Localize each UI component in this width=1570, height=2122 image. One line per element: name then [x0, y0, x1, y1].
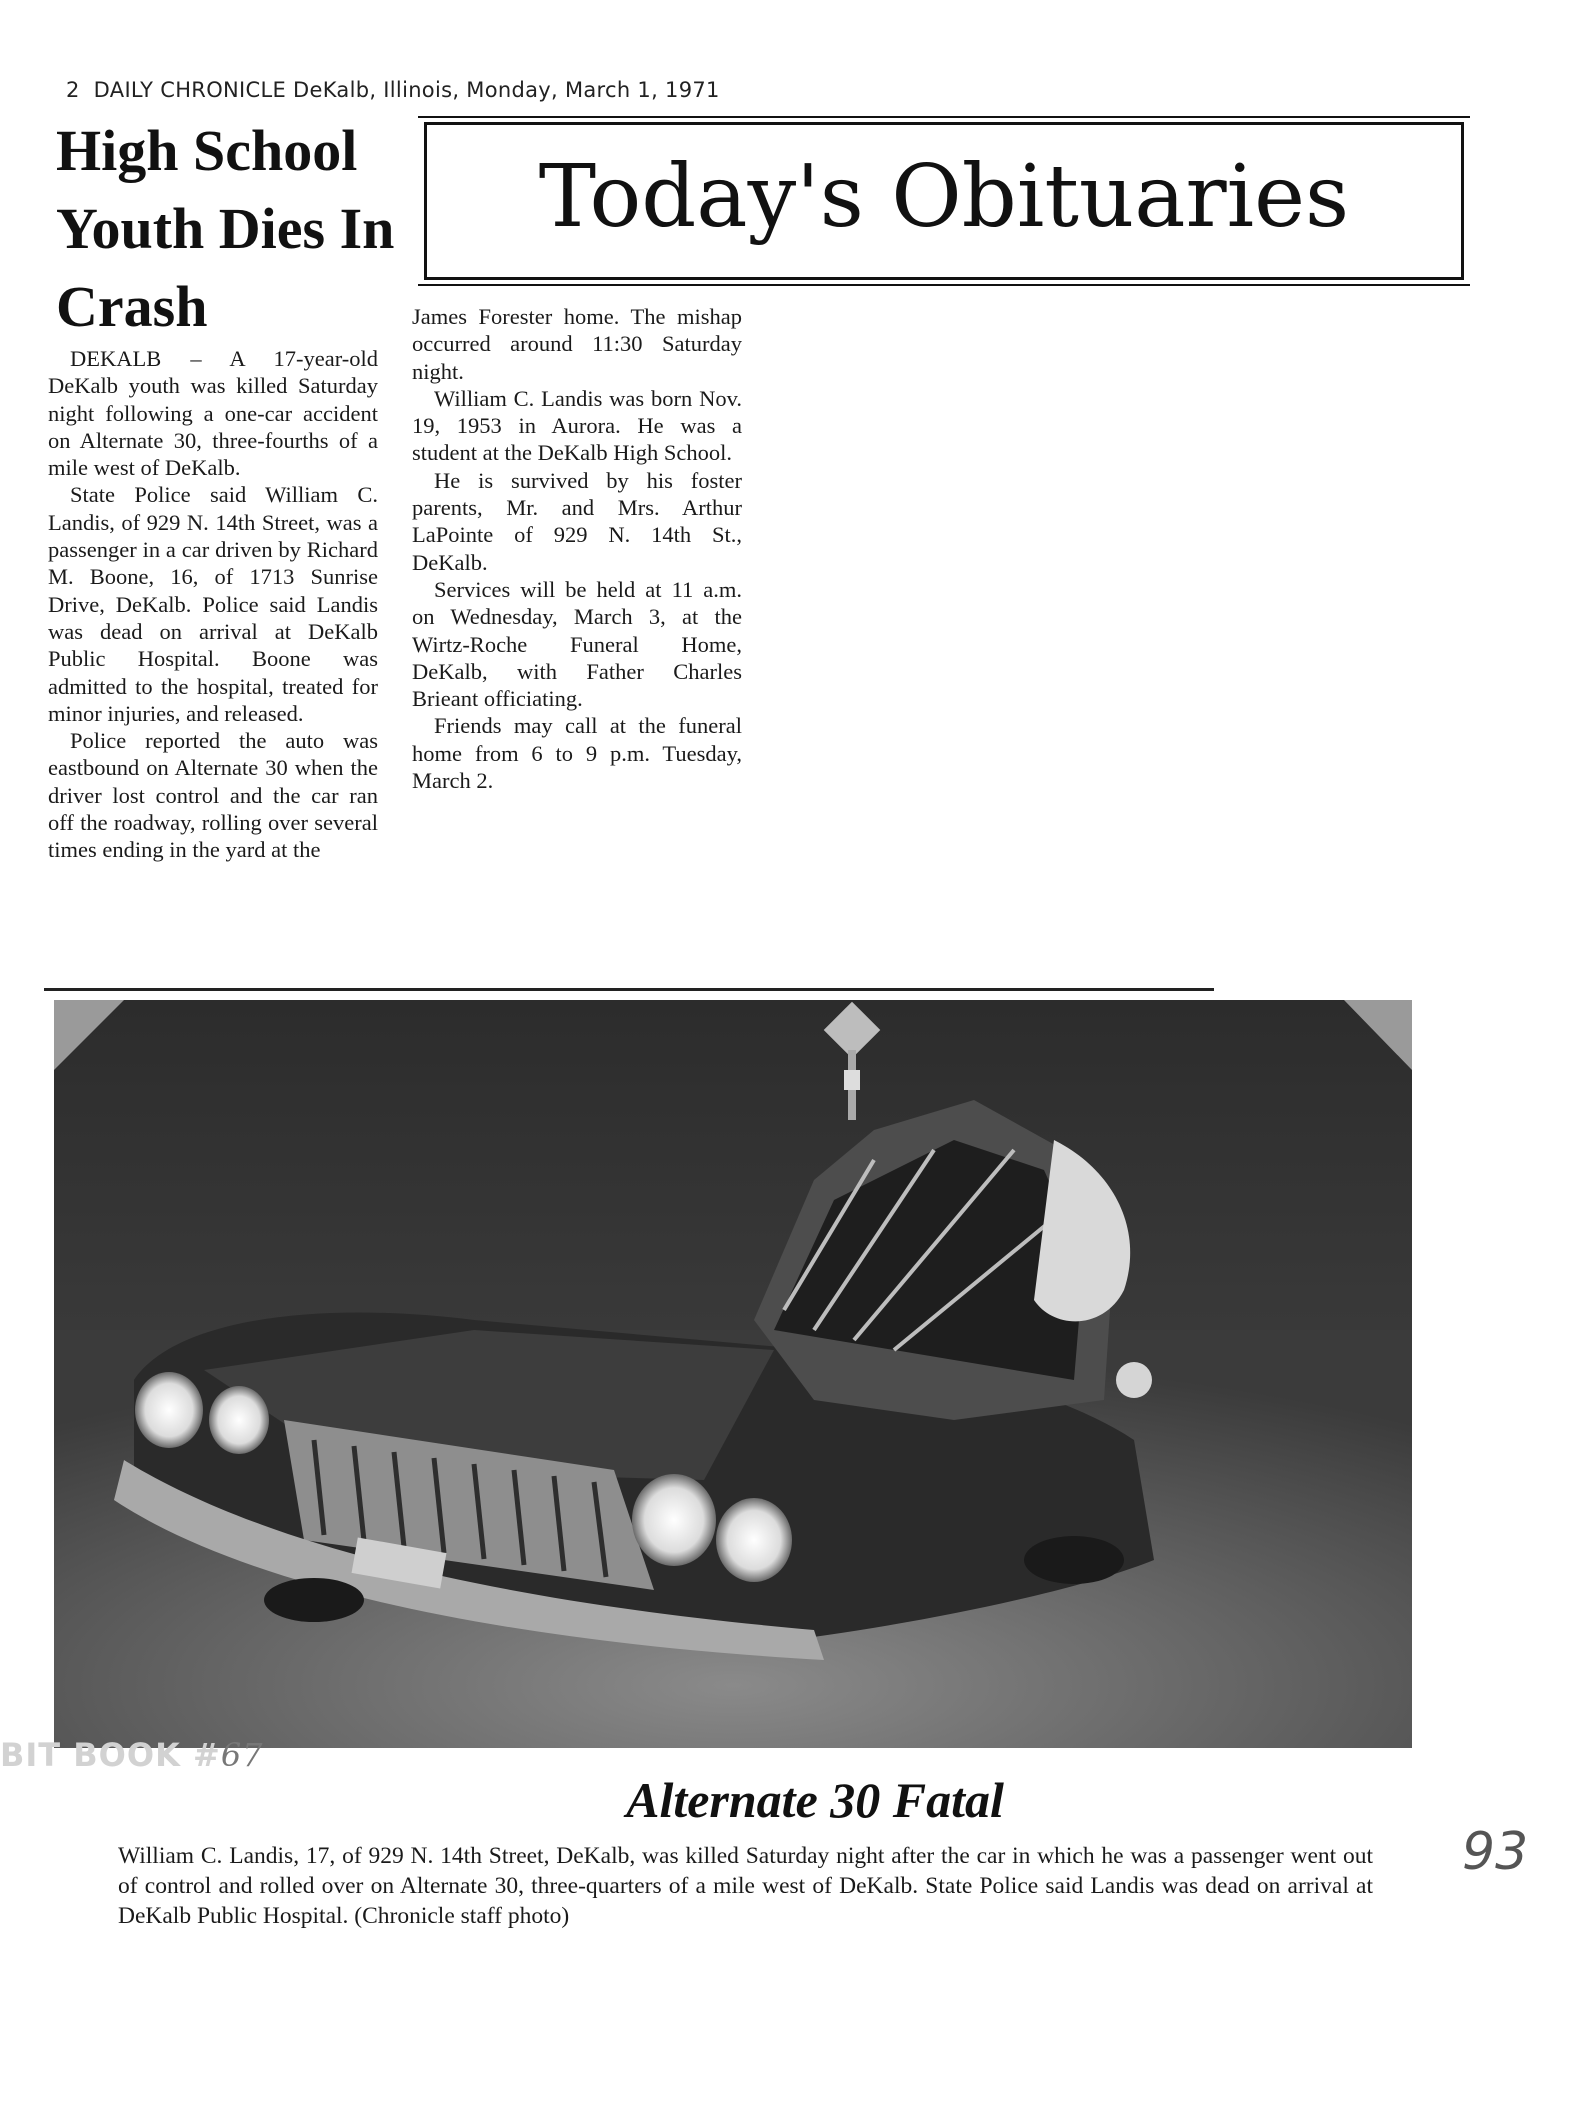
article-column-2 — [412, 303, 742, 794]
page-number: 2 — [66, 78, 80, 102]
photo-caption: William C. Landis, 17, of 929 N. 14th Street, DeKalb, was killed Saturday night after the car in which he was a passenger went out of control and rolled over on Alternate 30, three-quarters of a mile west of DeKalb. State Police said Landis was dead on arrival at DeKalb Public Hospital. (Chronicle staff photo) — [118, 1843, 1373, 1929]
dateline-text: DAILY CHRONICLE DeKalb, Illinois, Monday, March 1, 1971 — [93, 78, 720, 102]
article-paragraph: Friends may call at the funeral home from 6 to 9 p.m. Tuesday, March 2. — [412, 713, 742, 794]
archive-stamp — [0, 1736, 264, 1774]
photo-caption-title: Alternate 30 Fatal — [626, 1772, 1004, 1828]
article-paragraph: He is survived by his foster parents, Mr. and Mrs. Arthur LaPointe of 929 N. 14th St., DeKalb. — [412, 467, 742, 575]
obituaries-heading: Today's Obituaries — [538, 147, 1350, 247]
article-paragraph: William C. Landis was born Nov. 19, 1953 in Aurora. He was a student at the DeKalb High School. — [412, 385, 742, 466]
article-paragraph: Police reported the auto was eastbound on Alternate 30 when the driver lost control and the car ran off the roadway, rolling over several times ending in the yard at the — [48, 728, 378, 863]
article-paragraph: James Forester home. The mishap occurred around 11:30 Saturday night. — [412, 304, 742, 384]
wrecked-car-image — [54, 1000, 1412, 1748]
crash-photo — [54, 1000, 1412, 1748]
article-headline: High School Youth Dies In Crash — [56, 118, 395, 339]
article-column-1 — [48, 345, 378, 864]
article-paragraph: DEKALB – A 17-year-old DeKalb youth was killed Saturday night following a one-car accident on Alternate 30, three-fourths of a mile west of DeKalb. — [48, 346, 378, 481]
article-paragraph: Services will be held at 11 a.m. on Wednesday, March 3, at the Wirtz-Roche Funeral Home, DeKalb, with Father Charles Brieant officiating. — [412, 576, 742, 712]
article-paragraph: State Police said William C. Landis, of 929 N. 14th Street, was a passenger in a car driven by Richard M. Boone, 16, of 1713 Sunrise Drive, DeKalb. Police said Landis was dead on arrival at DeKalb Public Hospital. Boone was admitted to the hospital, treated for minor injuries, and released. — [48, 482, 378, 726]
archive-stamp-number: 67 — [220, 1736, 264, 1774]
obituaries-banner — [424, 122, 1464, 280]
photo-top-rule — [44, 988, 1214, 991]
archive-stamp-label: BIT BOOK # — [0, 1736, 221, 1774]
dateline — [66, 78, 720, 102]
handwritten-page-number: 93 — [1462, 1822, 1529, 1882]
